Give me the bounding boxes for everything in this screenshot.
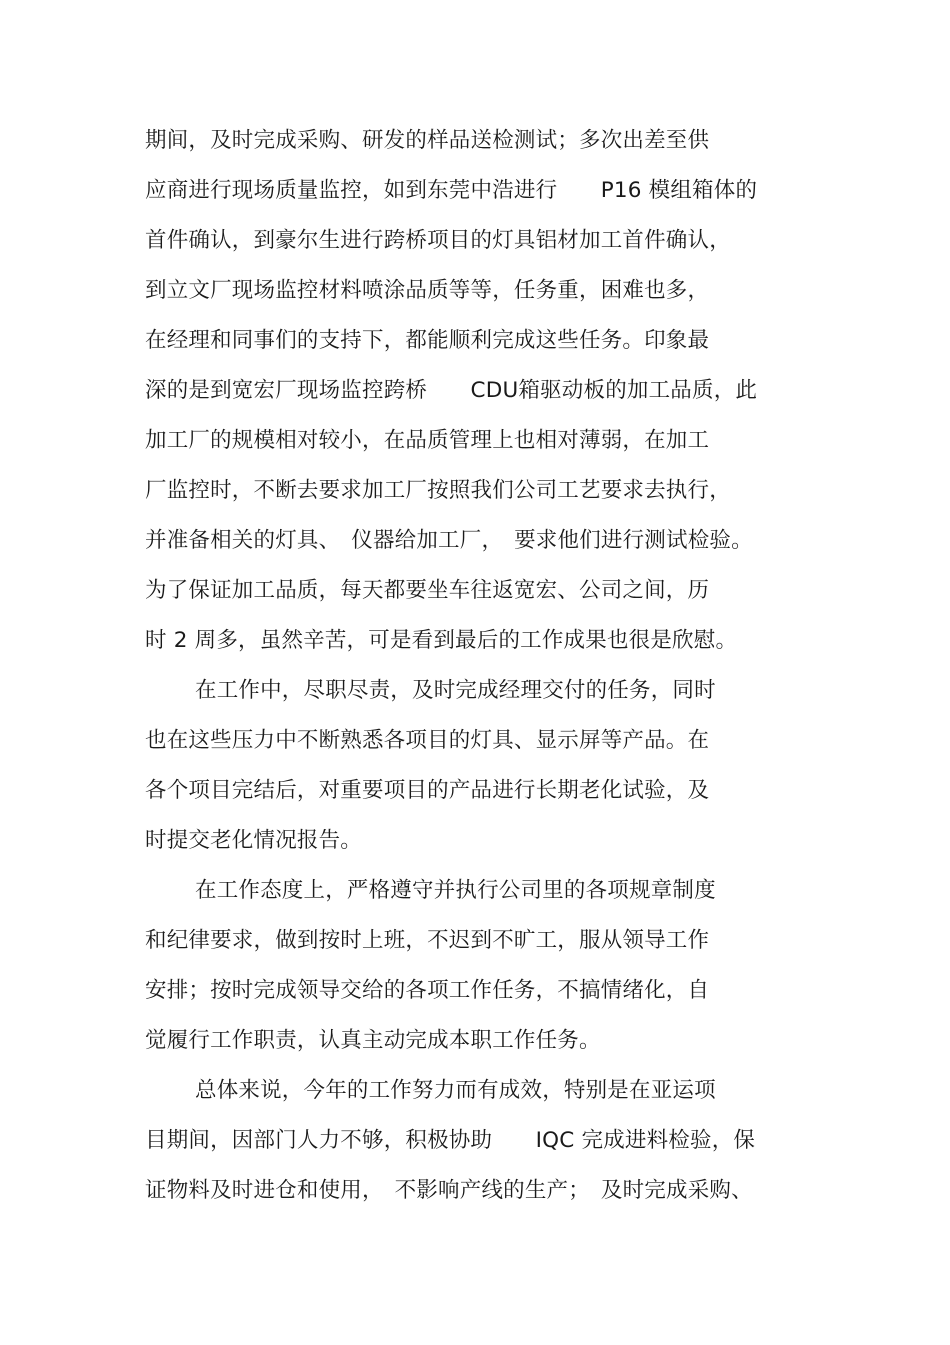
paragraph-line: 到立文厂现场监控材料喷涂品质等等，任务重，困难也多，: [145, 278, 710, 303]
paragraph-first-line: 在工作中，尽职尽责，及时完成经理交付的任务，同时: [195, 678, 716, 703]
paragraph-line: 应商进行现场质量监控，如到东莞中浩进行 P16 模组箱体的: [145, 178, 758, 203]
paragraph-line: 目期间，因部门人力不够，积极协助 IQC 完成进料检验，保: [145, 1128, 756, 1153]
paragraph-line: 和纪律要求，做到按时上班，不迟到不旷工，服从领导工作: [145, 928, 710, 953]
paragraph-first-line: 在工作态度上，严格遵守并执行公司里的各项规章制度: [195, 878, 716, 903]
paragraph-line: 时提交老化情况报告。: [145, 828, 363, 853]
paragraph-line: 并准备相关的灯具、 仪器给加工厂， 要求他们进行测试检验。: [145, 528, 753, 553]
paragraph-line: 时 2 周多，虽然辛苦，可是看到最后的工作成果也很是欣慰。: [145, 628, 738, 653]
paragraph-line: 首件确认，到豪尔生进行跨桥项目的灯具铝材加工首件确认，: [145, 228, 731, 253]
paragraph-line: 也在这些压力中不断熟悉各项目的灯具、显示屏等产品。在: [145, 728, 710, 753]
paragraph-line: 在经理和同事们的支持下，都能顺利完成这些任务。印象最: [145, 328, 710, 353]
paragraph-line: 加工厂的规模相对较小，在品质管理上也相对薄弱，在加工: [145, 428, 710, 453]
paragraph-line: 各个项目完结后，对重要项目的产品进行长期老化试验，及: [145, 778, 710, 803]
paragraph-line: 安排；按时完成领导交给的各项工作任务，不搞情绪化，自: [145, 978, 710, 1003]
paragraph-first-line: 总体来说，今年的工作努力而有成效，特别是在亚运项: [195, 1078, 716, 1103]
paragraph-line: 厂监控时，不断去要求加工厂按照我们公司工艺要求去执行，: [145, 478, 731, 503]
paragraph-line: 深的是到宽宏厂现场监控跨桥 CDU箱驱动板的加工品质，此: [145, 378, 758, 403]
paragraph-line: 证物料及时进仓和使用， 不影响产线的生产； 及时完成采购、: [145, 1178, 753, 1203]
paragraph-line: 为了保证加工品质，每天都要坐车往返宽宏、公司之间，历: [145, 578, 710, 603]
paragraph-line: 觉履行工作职责，认真主动完成本职工作任务。: [145, 1028, 601, 1053]
paragraph-line: 期间，及时完成采购、研发的样品送检测试；多次出差至供: [145, 128, 710, 153]
